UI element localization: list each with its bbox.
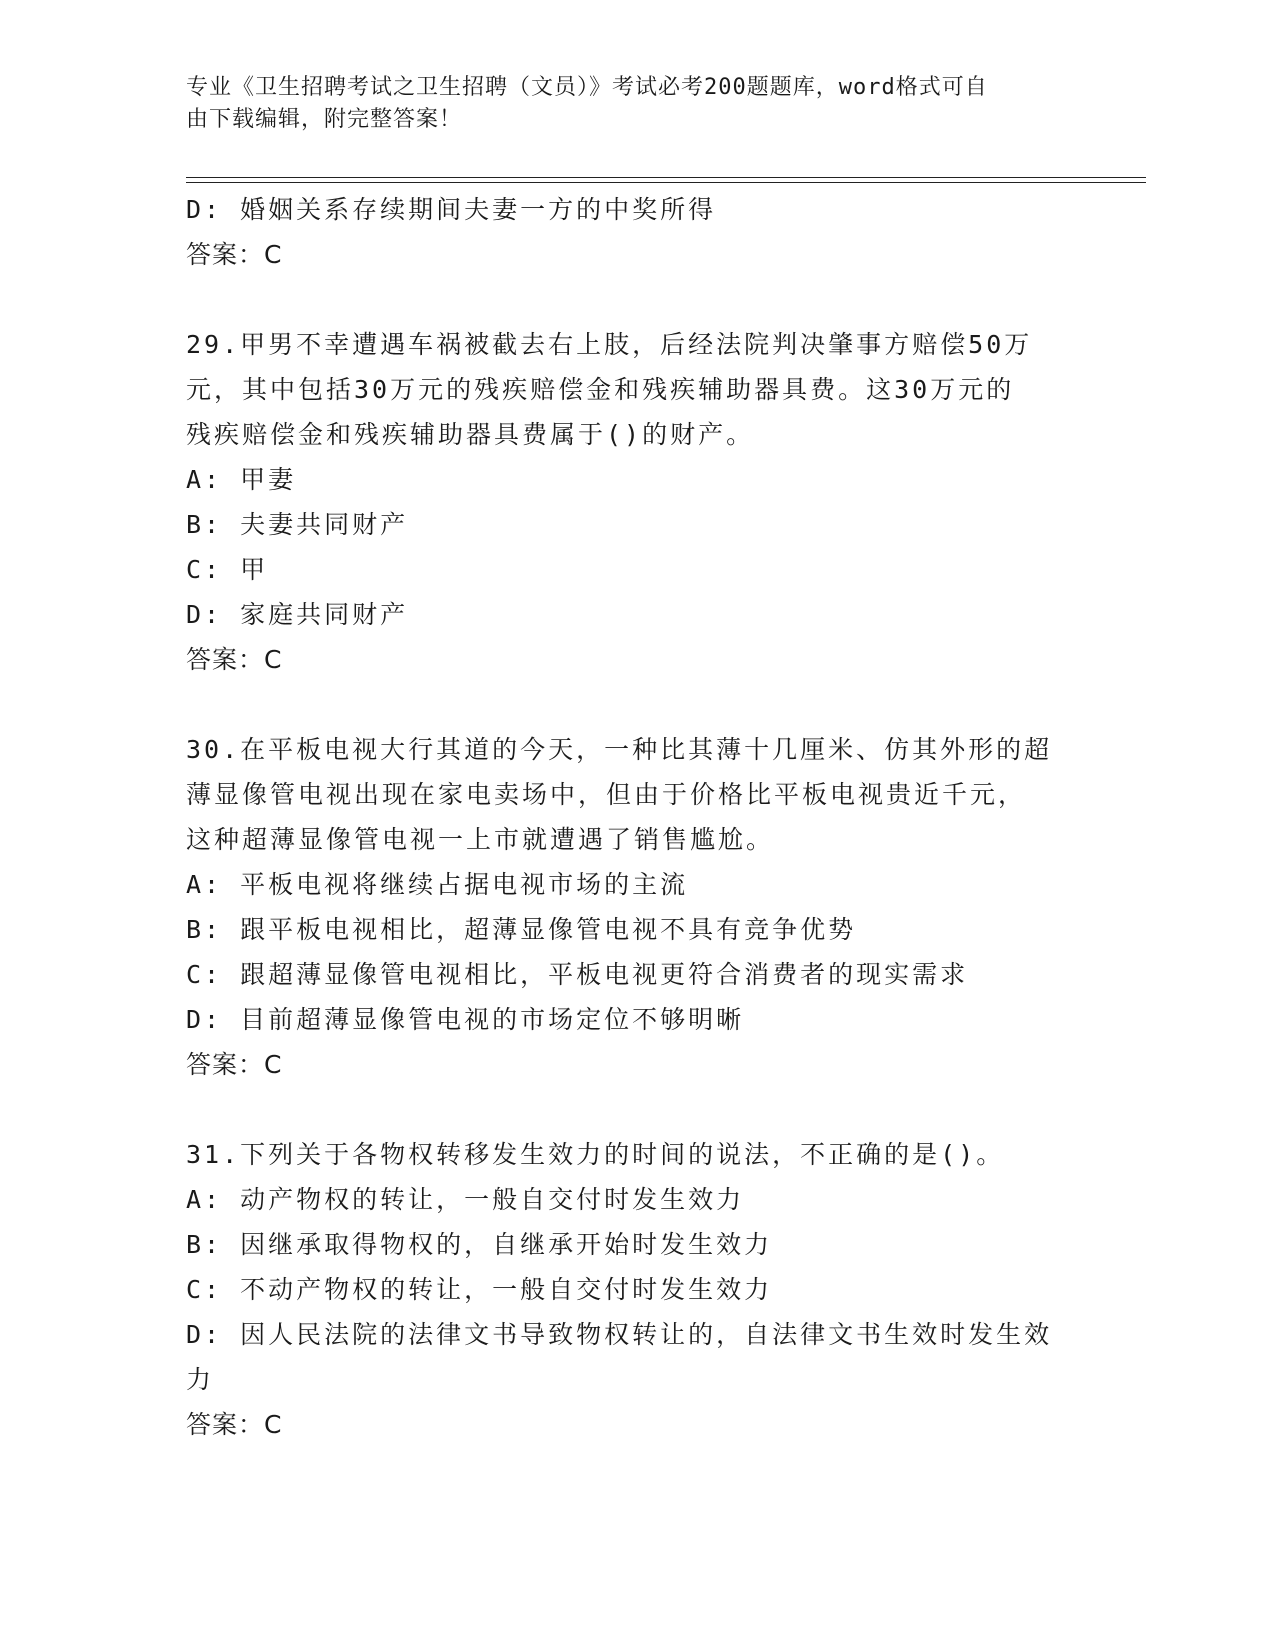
header-line-1: 专业《卫生招聘考试之卫生招聘（文员）》考试必考200题题库，word格式可自	[186, 75, 988, 100]
option-c: C: 跟超薄显像管电视相比，平板电视更符合消费者的现实需求	[186, 960, 969, 989]
question-30	[186, 727, 1066, 1087]
option-b: B: 夫妻共同财产	[186, 510, 409, 539]
header-line-2: 由下载编辑，附完整答案！	[186, 107, 463, 132]
option-d: D: 婚姻关系存续期间夫妻一方的中奖所得	[186, 195, 717, 224]
header-divider-top	[186, 177, 1146, 178]
question-stem-line: 31.下列关于各物权转移发生效力的时间的说法，不正确的是()。	[186, 1140, 1005, 1169]
option-b: B: 跟平板电视相比，超薄显像管电视不具有竞争优势	[186, 915, 857, 944]
question-stem-line: 元，其中包括30万元的残疾赔偿金和残疾辅助器具费。这30万元的	[186, 375, 1015, 404]
option-a: A: 平板电视将继续占据电视市场的主流	[186, 870, 689, 899]
option-c: C: 不动产物权的转让，一般自交付时发生效力	[186, 1275, 773, 1304]
answer-line: 答案：C	[186, 1410, 283, 1439]
option-d-continuation: 力	[186, 1365, 215, 1394]
question-31	[186, 1132, 1066, 1447]
question-29	[186, 322, 1066, 682]
option-d: D: 家庭共同财产	[186, 600, 409, 629]
header-divider-bottom	[186, 182, 1146, 183]
spacer	[186, 277, 1066, 322]
option-d: D: 目前超薄显像管电视的市场定位不够明晰	[186, 1005, 745, 1034]
question-stem-line: 30.在平板电视大行其道的今天，一种比其薄十几厘米、仿其外形的超	[186, 735, 1053, 764]
document-header	[186, 72, 1066, 136]
spacer	[186, 1087, 1066, 1132]
option-c: C: 甲	[186, 555, 269, 584]
question-stem-line: 残疾赔偿金和残疾辅助器具费属于()的财产。	[186, 420, 755, 449]
option-a: A: 动产物权的转让，一般自交付时发生效力	[186, 1185, 745, 1214]
question-stem-line: 薄显像管电视出现在家电卖场中，但由于价格比平板电视贵近千元，	[186, 780, 1027, 809]
answer-line: 答案：C	[186, 240, 283, 269]
option-d: D: 因人民法院的法律文书导致物权转让的，自法律文书生效时发生效	[186, 1320, 1053, 1349]
question-stem-line: 29.甲男不幸遭遇车祸被截去右上肢，后经法院判决肇事方赔偿50万	[186, 330, 1033, 359]
question-28-tail	[186, 187, 1066, 277]
spacer	[186, 682, 1066, 727]
question-stem-line: 这种超薄显像管电视一上市就遭遇了销售尴尬。	[186, 825, 775, 854]
option-b: B: 因继承取得物权的，自继承开始时发生效力	[186, 1230, 773, 1259]
answer-line: 答案：C	[186, 1050, 283, 1079]
answer-line: 答案：C	[186, 645, 283, 674]
option-a: A: 甲妻	[186, 465, 297, 494]
document-body	[186, 187, 1066, 1447]
